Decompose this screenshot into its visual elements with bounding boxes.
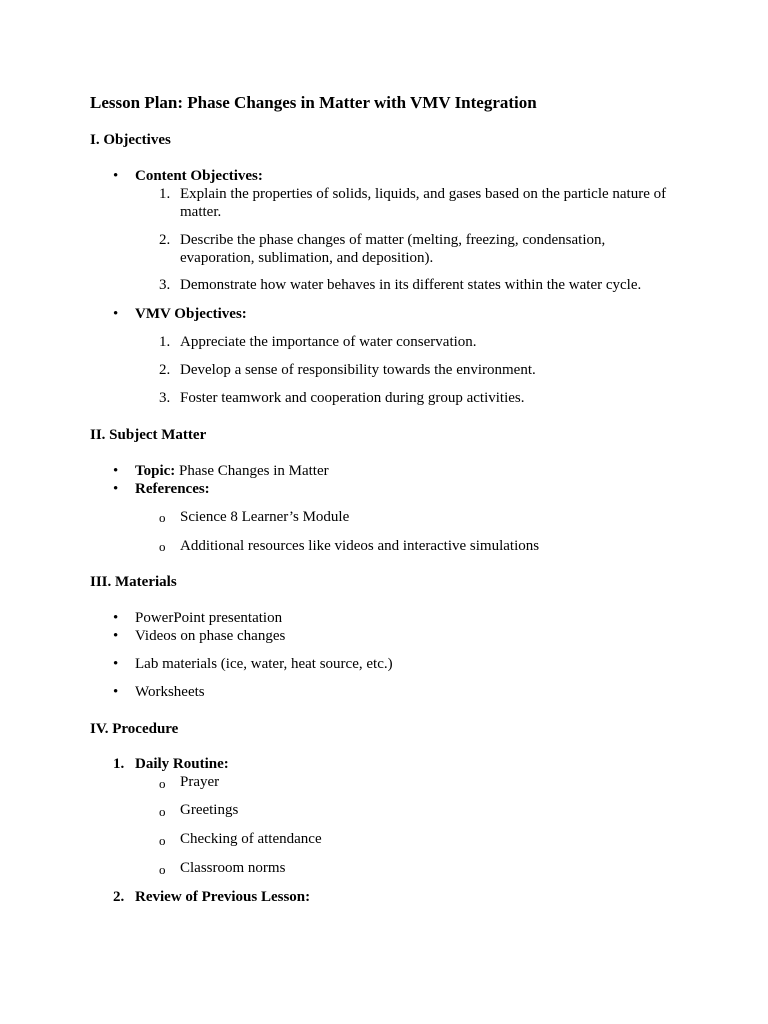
- circle-bullet-icon: o: [159, 862, 166, 877]
- content-objective-3: Demonstrate how water behaves in its different states within the water cycle.: [180, 277, 642, 293]
- document-title: Lesson Plan: Phase Changes in Matter with VMV Integration: [90, 93, 537, 112]
- circle-bullet-icon: o: [159, 539, 166, 554]
- procedure-step-label: Daily Routine:: [135, 756, 229, 772]
- section-heading-materials: III. Materials: [90, 574, 177, 590]
- section-heading-objectives: I. Objectives: [90, 132, 171, 148]
- section-heading-subject-matter: II. Subject Matter: [90, 427, 207, 443]
- material-item: Videos on phase changes: [135, 628, 286, 644]
- content-objective-2-line1: Describe the phase changes of matter (melting, freezing, condensation,: [180, 232, 606, 248]
- procedure-subitem: Checking of attendance: [180, 831, 322, 847]
- vmv-objective-3: Foster teamwork and cooperation during group activities.: [180, 390, 525, 406]
- circle-bullet-icon: o: [159, 804, 166, 819]
- bullet-icon: •: [113, 481, 119, 497]
- list-number: 3.: [159, 277, 171, 293]
- bullet-icon: •: [113, 656, 119, 672]
- content-objective-2-line2: evaporation, sublimation, and deposition).: [180, 250, 434, 266]
- bullet-icon: •: [113, 628, 119, 644]
- circle-bullet-icon: o: [159, 510, 166, 525]
- material-item: PowerPoint presentation: [135, 610, 283, 626]
- bullet-icon: •: [113, 463, 119, 479]
- list-number: 1.: [159, 186, 171, 202]
- vmv-objective-2: Develop a sense of responsibility towards the environment.: [180, 362, 536, 378]
- content-objective-1-line1: Explain the properties of solids, liquids, and gases based on the particle nature of: [180, 186, 667, 202]
- bullet-icon: •: [113, 610, 119, 626]
- circle-bullet-icon: o: [159, 833, 166, 848]
- bullet-icon: •: [113, 306, 119, 322]
- bullet-icon: •: [113, 168, 119, 184]
- topic-value: Phase Changes in Matter: [179, 463, 329, 479]
- reference-item: Additional resources like videos and interactive simulations: [180, 538, 540, 554]
- list-number: 2.: [159, 232, 171, 248]
- bullet-icon: •: [113, 684, 119, 700]
- list-number: 2.: [113, 889, 125, 905]
- procedure-subitem: Prayer: [180, 774, 220, 790]
- references-label: References:: [135, 481, 210, 497]
- content-objectives-label: Content Objectives:: [135, 168, 263, 184]
- content-objective-1-line2: matter.: [180, 204, 222, 220]
- reference-item: Science 8 Learner’s Module: [180, 509, 350, 525]
- procedure-subitem: Classroom norms: [180, 860, 286, 876]
- vmv-objectives-label: VMV Objectives:: [135, 306, 247, 322]
- section-heading-procedure: IV. Procedure: [90, 721, 179, 737]
- procedure-step-label: Review of Previous Lesson:: [135, 889, 311, 905]
- vmv-objective-1: Appreciate the importance of water conservation.: [180, 334, 477, 350]
- topic-label: Topic:: [135, 463, 176, 479]
- list-number: 1.: [159, 334, 171, 350]
- circle-bullet-icon: o: [159, 776, 166, 791]
- procedure-subitem: Greetings: [180, 802, 239, 818]
- material-item: Worksheets: [135, 684, 205, 700]
- material-item: Lab materials (ice, water, heat source, etc.): [135, 656, 393, 672]
- list-number: 2.: [159, 362, 171, 378]
- topic-line: [135, 462, 329, 480]
- list-number: 1.: [113, 756, 125, 772]
- list-number: 3.: [159, 390, 171, 406]
